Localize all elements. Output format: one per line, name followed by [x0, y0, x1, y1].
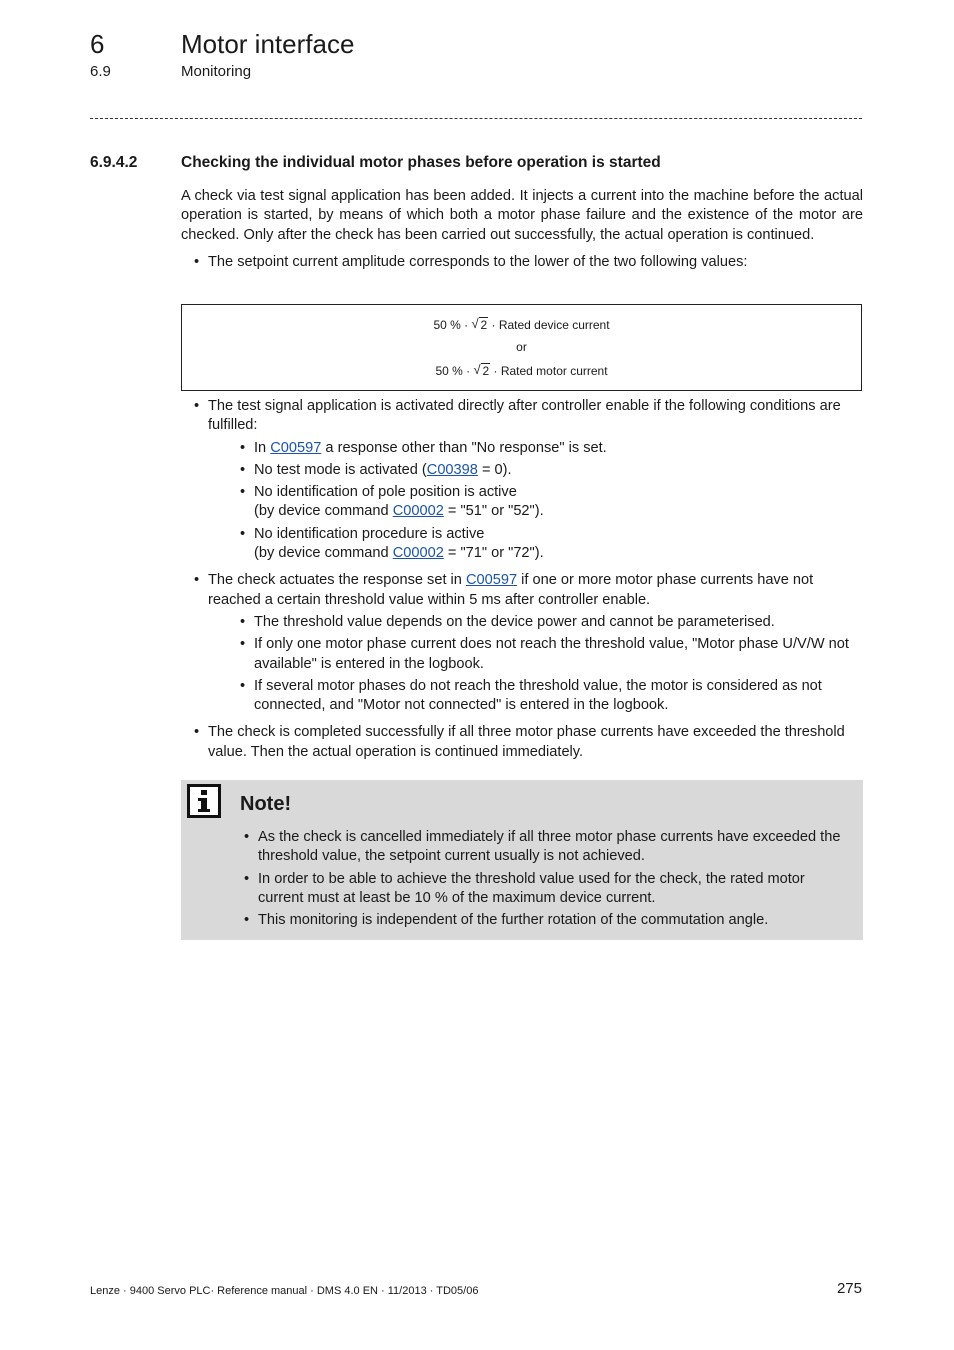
text: = 0). [477, 461, 512, 478]
sqrt-argument: 2 [482, 364, 490, 378]
header-divider [90, 118, 862, 119]
bullet-text: The check is completed successfully if all three motor phase currents have exceeded the threshold value. Then the actual operation is continued immediately. [208, 724, 845, 760]
heading-title: Checking the individual motor phases before operation is started [181, 154, 661, 171]
c00398-link[interactable]: C00398 [426, 461, 478, 478]
c00597-link[interactable]: C00597 [270, 439, 322, 456]
formula-suffix: · Rated device current [491, 318, 610, 332]
sub-list-item [208, 439, 863, 458]
formula-or: or [516, 340, 527, 354]
c00597-link[interactable]: C00597 [465, 572, 518, 589]
text: No identification procedure is active [254, 525, 485, 542]
text: No identification of pole position is active [254, 484, 517, 501]
c00002-link[interactable]: C00002 [392, 503, 444, 520]
chapter-title: Motor interface [181, 29, 355, 59]
intro-paragraph: A check via test signal application has been added. It injects a current into the machine before the actual operation is started, by means of which both a motor phase failure and the existence of the motor are checked. Only after the check has been carried out successfully, the actual operation is continued. [181, 188, 863, 243]
text: (by device command [254, 545, 393, 562]
note-item: • This monitoring is independent of the further rotation of the commutation angle. [231, 911, 853, 930]
page-number: 275 [836, 1280, 862, 1297]
text: No test mode is activated ( [254, 461, 427, 478]
sub-list-item: • If only one motor phase current does not reach the threshold value, "Motor phase U/V/W not available" is entered in the logbook. [208, 635, 863, 674]
text: The check actuates the response set in [208, 572, 466, 589]
section-title: Monitoring [181, 63, 252, 80]
formula-line-motor [182, 363, 861, 379]
formula-box [181, 304, 862, 391]
sub-list-item [208, 525, 863, 564]
chapter-number: 6 [90, 29, 105, 59]
formula-suffix: · Rated motor current [493, 364, 608, 378]
sub-list-item: • The threshold value depends on the device power and cannot be parameterised. [208, 613, 863, 632]
list-item [181, 571, 863, 715]
info-icon [187, 784, 221, 818]
text: a response other than "No response" is set. [321, 439, 607, 456]
formula-prefix: 50 % · [435, 364, 471, 378]
text: if one or more motor phase currents have not reached a certain threshold value within 5 ms after controller enable. [208, 572, 814, 608]
c00002-link[interactable]: C00002 [392, 545, 444, 562]
sub-list-item [208, 461, 863, 480]
text: = "71" or "72"). [443, 545, 544, 562]
bullet-text: The setpoint current amplitude corresponds to the lower of the two following values: [208, 253, 748, 270]
note-title: Note! [240, 793, 292, 815]
conditions-block [181, 397, 863, 762]
section-number: 6.9 [90, 63, 111, 80]
list-item [181, 253, 863, 272]
note-item: • In order to be able to achieve the threshold value used for the check, the rated motor current must at least be 10 % of the maximum device current. [231, 870, 853, 909]
list-item [181, 723, 863, 762]
sqrt-argument: 2 [480, 318, 488, 332]
sub-list-item: • If several motor phases do not reach the threshold value, the motor is considered as not connected, and "Motor not connected" is entered in the logbook. [208, 677, 863, 716]
footer-text: Lenze · 9400 Servo PLC· Reference manual · DMS 4.0 EN · 11/2013 · TD05/06 [90, 1285, 479, 1297]
list-item [181, 397, 863, 563]
note-box [181, 780, 863, 940]
sqrt-symbol: √ 2 [471, 316, 488, 332]
heading-number: 6.9.4.2 [90, 154, 138, 171]
note-item: • As the check is cancelled immediately if all three motor phase currents have exceeded the threshold value, the setpoint current usually is not achieved. [231, 828, 853, 867]
bullet-text: The test signal application is activated directly after controller enable if the following conditions are fulfilled: [208, 398, 841, 434]
sqrt-symbol: √ 2 [473, 362, 490, 378]
text: (by device command [254, 503, 393, 520]
formula-line-device [182, 317, 861, 333]
note-list [231, 828, 853, 933]
sub-list-item [208, 483, 863, 522]
text: = "51" or "52"). [443, 503, 544, 520]
formula-prefix: 50 % · [433, 318, 469, 332]
text: In [254, 439, 271, 456]
intro-block [181, 187, 863, 272]
